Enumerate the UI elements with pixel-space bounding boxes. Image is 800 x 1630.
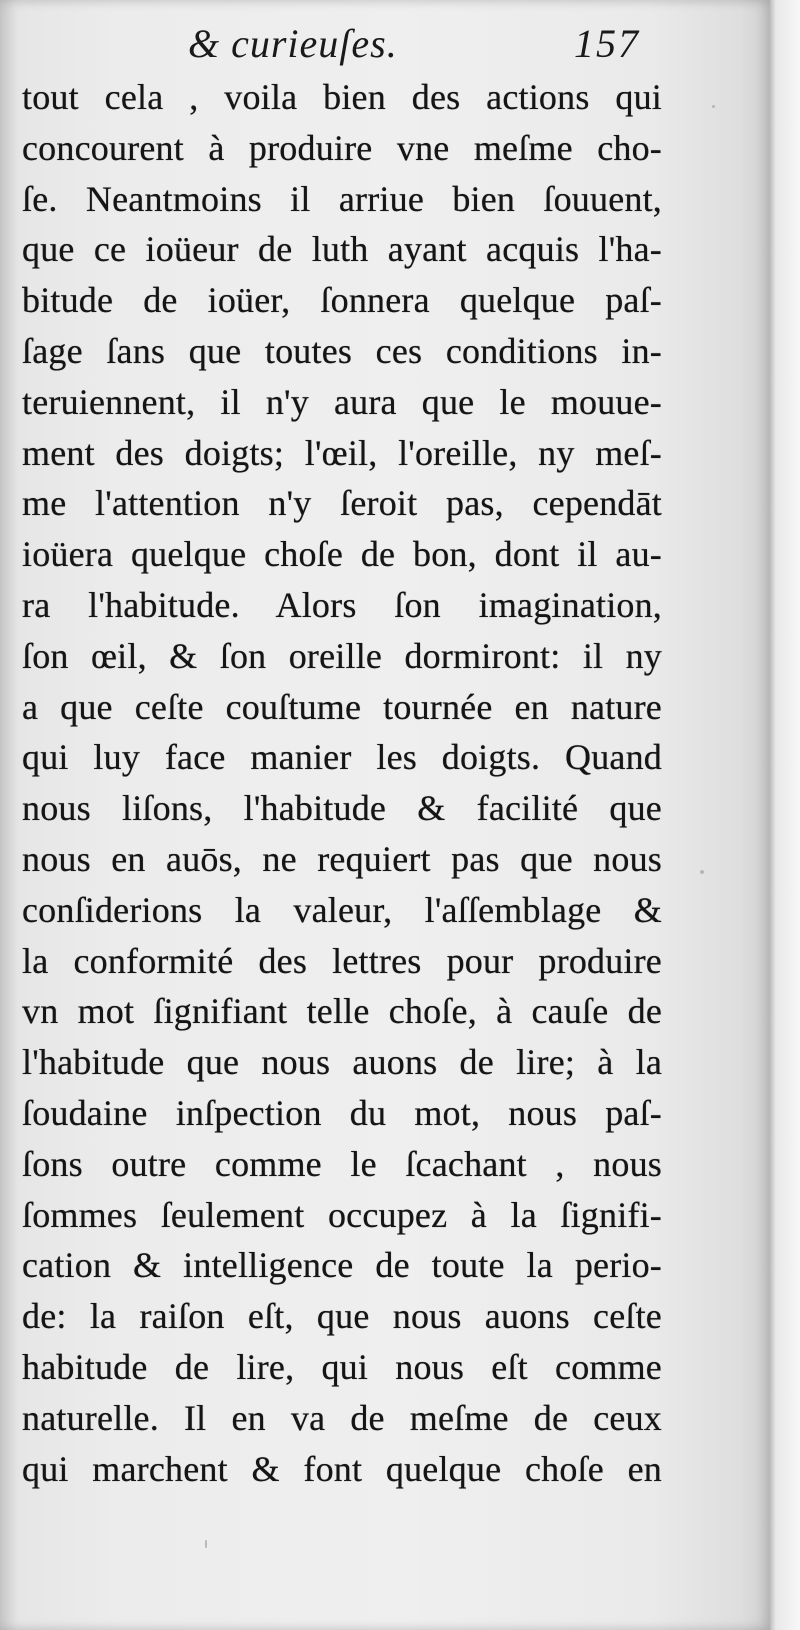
text-line: conſiderions la valeur, l'aſſemblage & [22, 889, 662, 930]
text-line: a que ceſte couſtume tournée en nature [22, 686, 662, 727]
text-line: cation & intelligence de toute la perio- [22, 1245, 662, 1286]
text-line: ioüera quelque choſe de bon, dont il au- [22, 534, 662, 575]
text-line: ſe. Neantmoins il arriue bien ſouuent, [22, 178, 662, 219]
text-line: bitude de ioüer, ſonnera quelque paſ- [22, 280, 662, 321]
text-line: me l'attention n'y ſeroit pas, cependāt [22, 483, 662, 524]
text-line: l'habitude que nous auons de lire; à la [22, 1042, 662, 1083]
text-line: ſons outre comme le ſcachant , nous [22, 1143, 662, 1184]
text-line: ment des doigts; l'œil, l'oreille, ny meſ- [22, 432, 662, 473]
text-line: ſage ſans que toutes ces conditions in- [22, 330, 662, 371]
text-line: de: la raiſon eſt, que nous auons ceſte [22, 1296, 662, 1337]
text-line: ſommes ſeulement occupez à la ſignifi- [22, 1194, 662, 1235]
paper-speck [205, 1540, 207, 1548]
text-line: concourent à produire vne meſme cho- [22, 127, 662, 168]
text-line: ra l'habitude. Alors ſon imagination, [22, 584, 662, 625]
text-line: habitude de lire, qui nous eſt comme [22, 1346, 662, 1387]
paper-speck [712, 105, 715, 108]
page-edge [770, 0, 800, 1630]
text-line: que ce ioüeur de luth ayant acquis l'ha- [22, 229, 662, 270]
running-head: & curieuſes. [188, 21, 398, 66]
page-header [0, 14, 770, 74]
text-line: ſoudaine inſpection du mot, nous paſ- [22, 1092, 662, 1133]
text-line: nous liſons, l'habitude & facilité que [22, 788, 662, 829]
text-line: teruiennent, il n'y aura que le mouue- [22, 381, 662, 422]
page-number: 157 [574, 21, 640, 66]
body-text [22, 72, 662, 1494]
text-line: qui marchent & font quelque choſe en [22, 1448, 662, 1489]
paper-speck [700, 870, 704, 874]
text-line: tout cela , voila bien des actions qui [22, 77, 662, 117]
text-line: nous en auōs, ne requiert pas que nous [22, 838, 662, 879]
text-line: naturelle. Il en va de meſme de ceux [22, 1397, 662, 1438]
text-line: qui luy face manier les doigts. Quand [22, 737, 662, 778]
text-line: vn mot ſignifiant telle choſe, à cauſe de [22, 991, 662, 1032]
text-line: la conformité des lettres pour produire [22, 940, 662, 981]
text-line: ſon œil, & ſon oreille dormiront: il ny [22, 635, 662, 676]
